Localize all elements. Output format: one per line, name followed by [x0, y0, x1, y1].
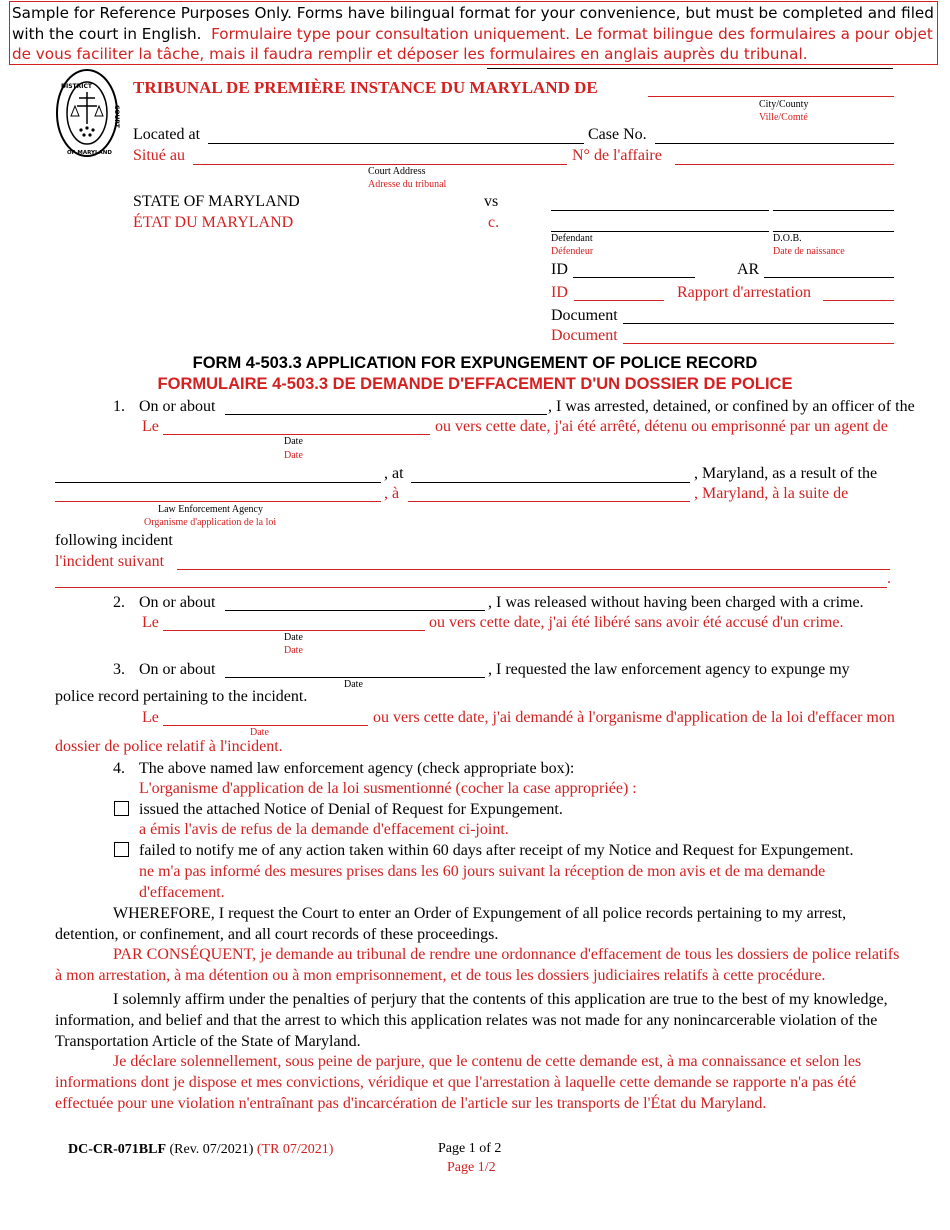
form-translation-revision: (TR 07/2021) [256, 1142, 334, 1157]
court-title-fr: TRIBUNAL DE PREMIÈRE INSTANCE DU MARYLAND DE [133, 78, 598, 97]
item2-number: 2. [113, 594, 125, 611]
vs-label: vs [484, 193, 499, 210]
item1-date-label-fr: Date [284, 450, 303, 461]
city-county-label: City/County [759, 99, 809, 110]
denial-notice-checkbox[interactable] [114, 801, 129, 816]
court-seal-icon [55, 68, 119, 158]
page-number-fr: Page 1/2 [447, 1160, 496, 1175]
item1-maryland: , Maryland, as a result of the [694, 465, 878, 482]
ar-field[interactable] [764, 277, 894, 278]
item3-date-label: Date [344, 679, 363, 690]
page-number: Page 1 of 2 [438, 1141, 502, 1156]
dob-field-2[interactable] [773, 231, 894, 232]
incident-field-2[interactable] [55, 587, 887, 588]
location-field[interactable] [411, 482, 690, 483]
item1-date-label: Date [284, 436, 303, 447]
form-title: FORM 4-503.3 APPLICATION FOR EXPUNGEMENT OF POLICE RECORD [192, 354, 758, 372]
item3-date-field-fr[interactable] [163, 725, 368, 726]
agency-label-fr: Organisme d'application de la loi [144, 517, 277, 528]
id-field-fr[interactable] [574, 300, 664, 301]
item4-number: 4. [113, 760, 125, 777]
city-county-field[interactable] [648, 96, 894, 97]
dob-label: D.O.B. [773, 233, 802, 244]
seal-text-top: DISTRICT [61, 83, 92, 90]
defendant-field-2[interactable] [551, 231, 769, 232]
agency-field-fr[interactable] [55, 501, 381, 502]
located-at-label-fr: Situé au [133, 147, 185, 164]
form-revision: (Rev. 07/2021) [169, 1142, 254, 1157]
state-label: STATE OF MARYLAND [133, 193, 300, 210]
item3-date-label-fr: Date [250, 727, 269, 738]
item4-text-fr: L'organisme d'application de la loi susmentionné (cocher la case appropriée) : [139, 780, 637, 797]
item1-text-fr: ou vers cette date, j'ai été arrêté, détenu ou emprisonné par un agent de [435, 418, 888, 435]
incident-field-1[interactable] [177, 569, 890, 570]
following-incident-label: following incident [55, 532, 173, 549]
item1-maryland-fr: , Maryland, à la suite de [694, 485, 849, 502]
item1-date-field-fr[interactable] [163, 434, 430, 435]
form-id: DC-CR-071BLF [68, 1142, 166, 1157]
case-no-field[interactable] [655, 143, 894, 144]
document-label: Document [551, 307, 618, 324]
ar-label: AR [737, 261, 760, 278]
city-county-label-fr: Ville/Comté [759, 112, 808, 123]
seal-text-right: COURT [113, 105, 120, 128]
id-field[interactable] [573, 277, 695, 278]
located-at-label: Located at [133, 126, 201, 143]
item3-date-field[interactable] [225, 677, 485, 678]
vs-label-fr: c. [488, 214, 500, 231]
form-title-fr: FORMULAIRE 4-503.3 DE DEMANDE D'EFFACEMENT D'UN DOSSIER DE POLICE [157, 375, 793, 393]
defendant-field[interactable] [551, 210, 769, 211]
item2-on-or-about: On or about [139, 594, 216, 611]
located-at-field[interactable] [208, 143, 584, 144]
incident-period: . [887, 570, 891, 587]
item3-text-fr: ou vers cette date, j'ai demandé à l'organisme d'application de la loi d'effacer mon [373, 709, 895, 726]
item2-date-label-fr: Date [284, 645, 303, 656]
item3-text: , I requested the law enforcement agency to expunge my [488, 661, 850, 678]
document-field-fr[interactable] [623, 343, 894, 344]
document-field[interactable] [623, 323, 894, 324]
affirmation-paragraph: I solemnly affirm under the penalties of perjury that the contents of this application are true to the best of my knowledge, information, and belief and that the arrest to which this application relates was not made for any nonincarcerable violation of the Transportation Article of the State of Maryland. [55, 991, 888, 1050]
option2-label: failed to notify me of any action taken within 60 days after receipt of my Notice and Request for Expungement. [139, 842, 854, 859]
item3-number: 3. [113, 661, 125, 678]
agency-label: Law Enforcement Agency [158, 504, 263, 515]
item2-text: , I was released without having been charged with a crime. [488, 594, 864, 611]
header-top-line [487, 68, 893, 69]
item1-le: Le [142, 418, 159, 435]
item3-on-or-about: On or about [139, 661, 216, 678]
ar-field-fr[interactable] [823, 300, 894, 301]
item2-date-field[interactable] [225, 610, 485, 611]
reference-banner [9, 1, 938, 65]
wherefore-paragraph-fr: PAR CONSÉQUENT, je demande au tribunal de rendre une ordonnance d'effacement de tous les dossiers de police relatifs à mon arrestation, à ma détention ou à mon emprisonnement, et de tous les dossiers judiciaires relatifs à cette procédure. [55, 946, 900, 984]
item3-text-cont-fr: dossier de police relatif à l'incident. [55, 738, 283, 755]
item1-a-fr: , à [384, 485, 400, 502]
location-field-fr[interactable] [408, 501, 690, 502]
item4-text: The above named law enforcement agency (check appropriate box): [139, 760, 575, 777]
banner-english: Sample for Reference Purposes Only. Forms have bilingual format for your convenience, but must be completed and filed with the court in English. [12, 4, 934, 43]
item2-date-field-fr[interactable] [163, 630, 425, 631]
failed-to-notify-checkbox[interactable] [114, 842, 129, 857]
document-label-fr: Document [551, 327, 618, 344]
court-address-label: Court Address [368, 166, 426, 177]
item2-le: Le [142, 614, 159, 631]
item3-le: Le [142, 709, 159, 726]
defendant-label-fr: Défendeur [551, 246, 594, 257]
option1-label: issued the attached Notice of Denial of Request for Expungement. [139, 801, 563, 818]
court-address-label-fr: Adresse du tribunal [368, 179, 447, 190]
following-incident-label-fr: l'incident suivant [55, 553, 165, 570]
located-at-field-fr[interactable] [193, 164, 567, 165]
state-label-fr: ÉTAT DU MARYLAND [133, 214, 294, 231]
agency-field[interactable] [55, 482, 381, 483]
id-label-fr: ID [551, 284, 568, 301]
affirmation-paragraph-fr: Je déclare solennellement, sous peine de parjure, que le contenu de cette demande est, à ma connaissance et selon les informations dont je dispose et mes convictions, véridique et que l'arrestation à laquelle cette demande se rapporte n'a pas été effectuée pour une violation n'entraînant pas d'incarcération de l'article sur les transports de l'État du Maryland. [55, 1053, 862, 1112]
ar-label-fr: Rapport d'arrestation [677, 284, 811, 301]
item1-text: , I was arrested, detained, or confined by an officer of the [548, 398, 915, 415]
item1-at: , at [384, 465, 404, 482]
banner-french: Formulaire type pour consultation uniquement. Le format bilingue des formulaires a pour objet de vous faciliter la tâche, mais il faudra remplir et déposer les formulaires en anglais auprès du tribunal. [12, 24, 933, 63]
wherefore-paragraph: WHEREFORE, I request the Court to enter an Order of Expungement of all police records pertaining to my arrest, detention, or confinement, and all court records of these proceedings. [55, 905, 847, 943]
seal-text-bottom: OF MARYLAND [67, 150, 112, 156]
item3-text-cont: police record pertaining to the incident. [55, 688, 308, 705]
dob-field[interactable] [773, 210, 894, 211]
item2-date-label: Date [284, 632, 303, 643]
case-no-field-fr[interactable] [675, 164, 894, 165]
option1-label-fr: a émis l'avis de refus de la demande d'effacement ci-joint. [139, 821, 509, 838]
case-no-label: Case No. [588, 126, 647, 143]
case-no-label-fr: N° de l'affaire [572, 147, 662, 164]
item2-text-fr: ou vers cette date, j'ai été libéré sans avoir été accusé d'un crime. [429, 614, 844, 631]
id-label: ID [551, 261, 568, 278]
option2-label-fr: ne m'a pas informé des mesures prises dans les 60 jours suivant la réception de mon avis et de ma demande d'effacement. [139, 863, 826, 901]
defendant-label: Defendant [551, 233, 593, 244]
form-id-line [68, 1142, 333, 1158]
item1-on-or-about: On or about [139, 398, 216, 415]
item1-date-field[interactable] [225, 414, 547, 415]
dob-label-fr: Date de naissance [773, 246, 845, 257]
item1-number: 1. [113, 398, 125, 415]
